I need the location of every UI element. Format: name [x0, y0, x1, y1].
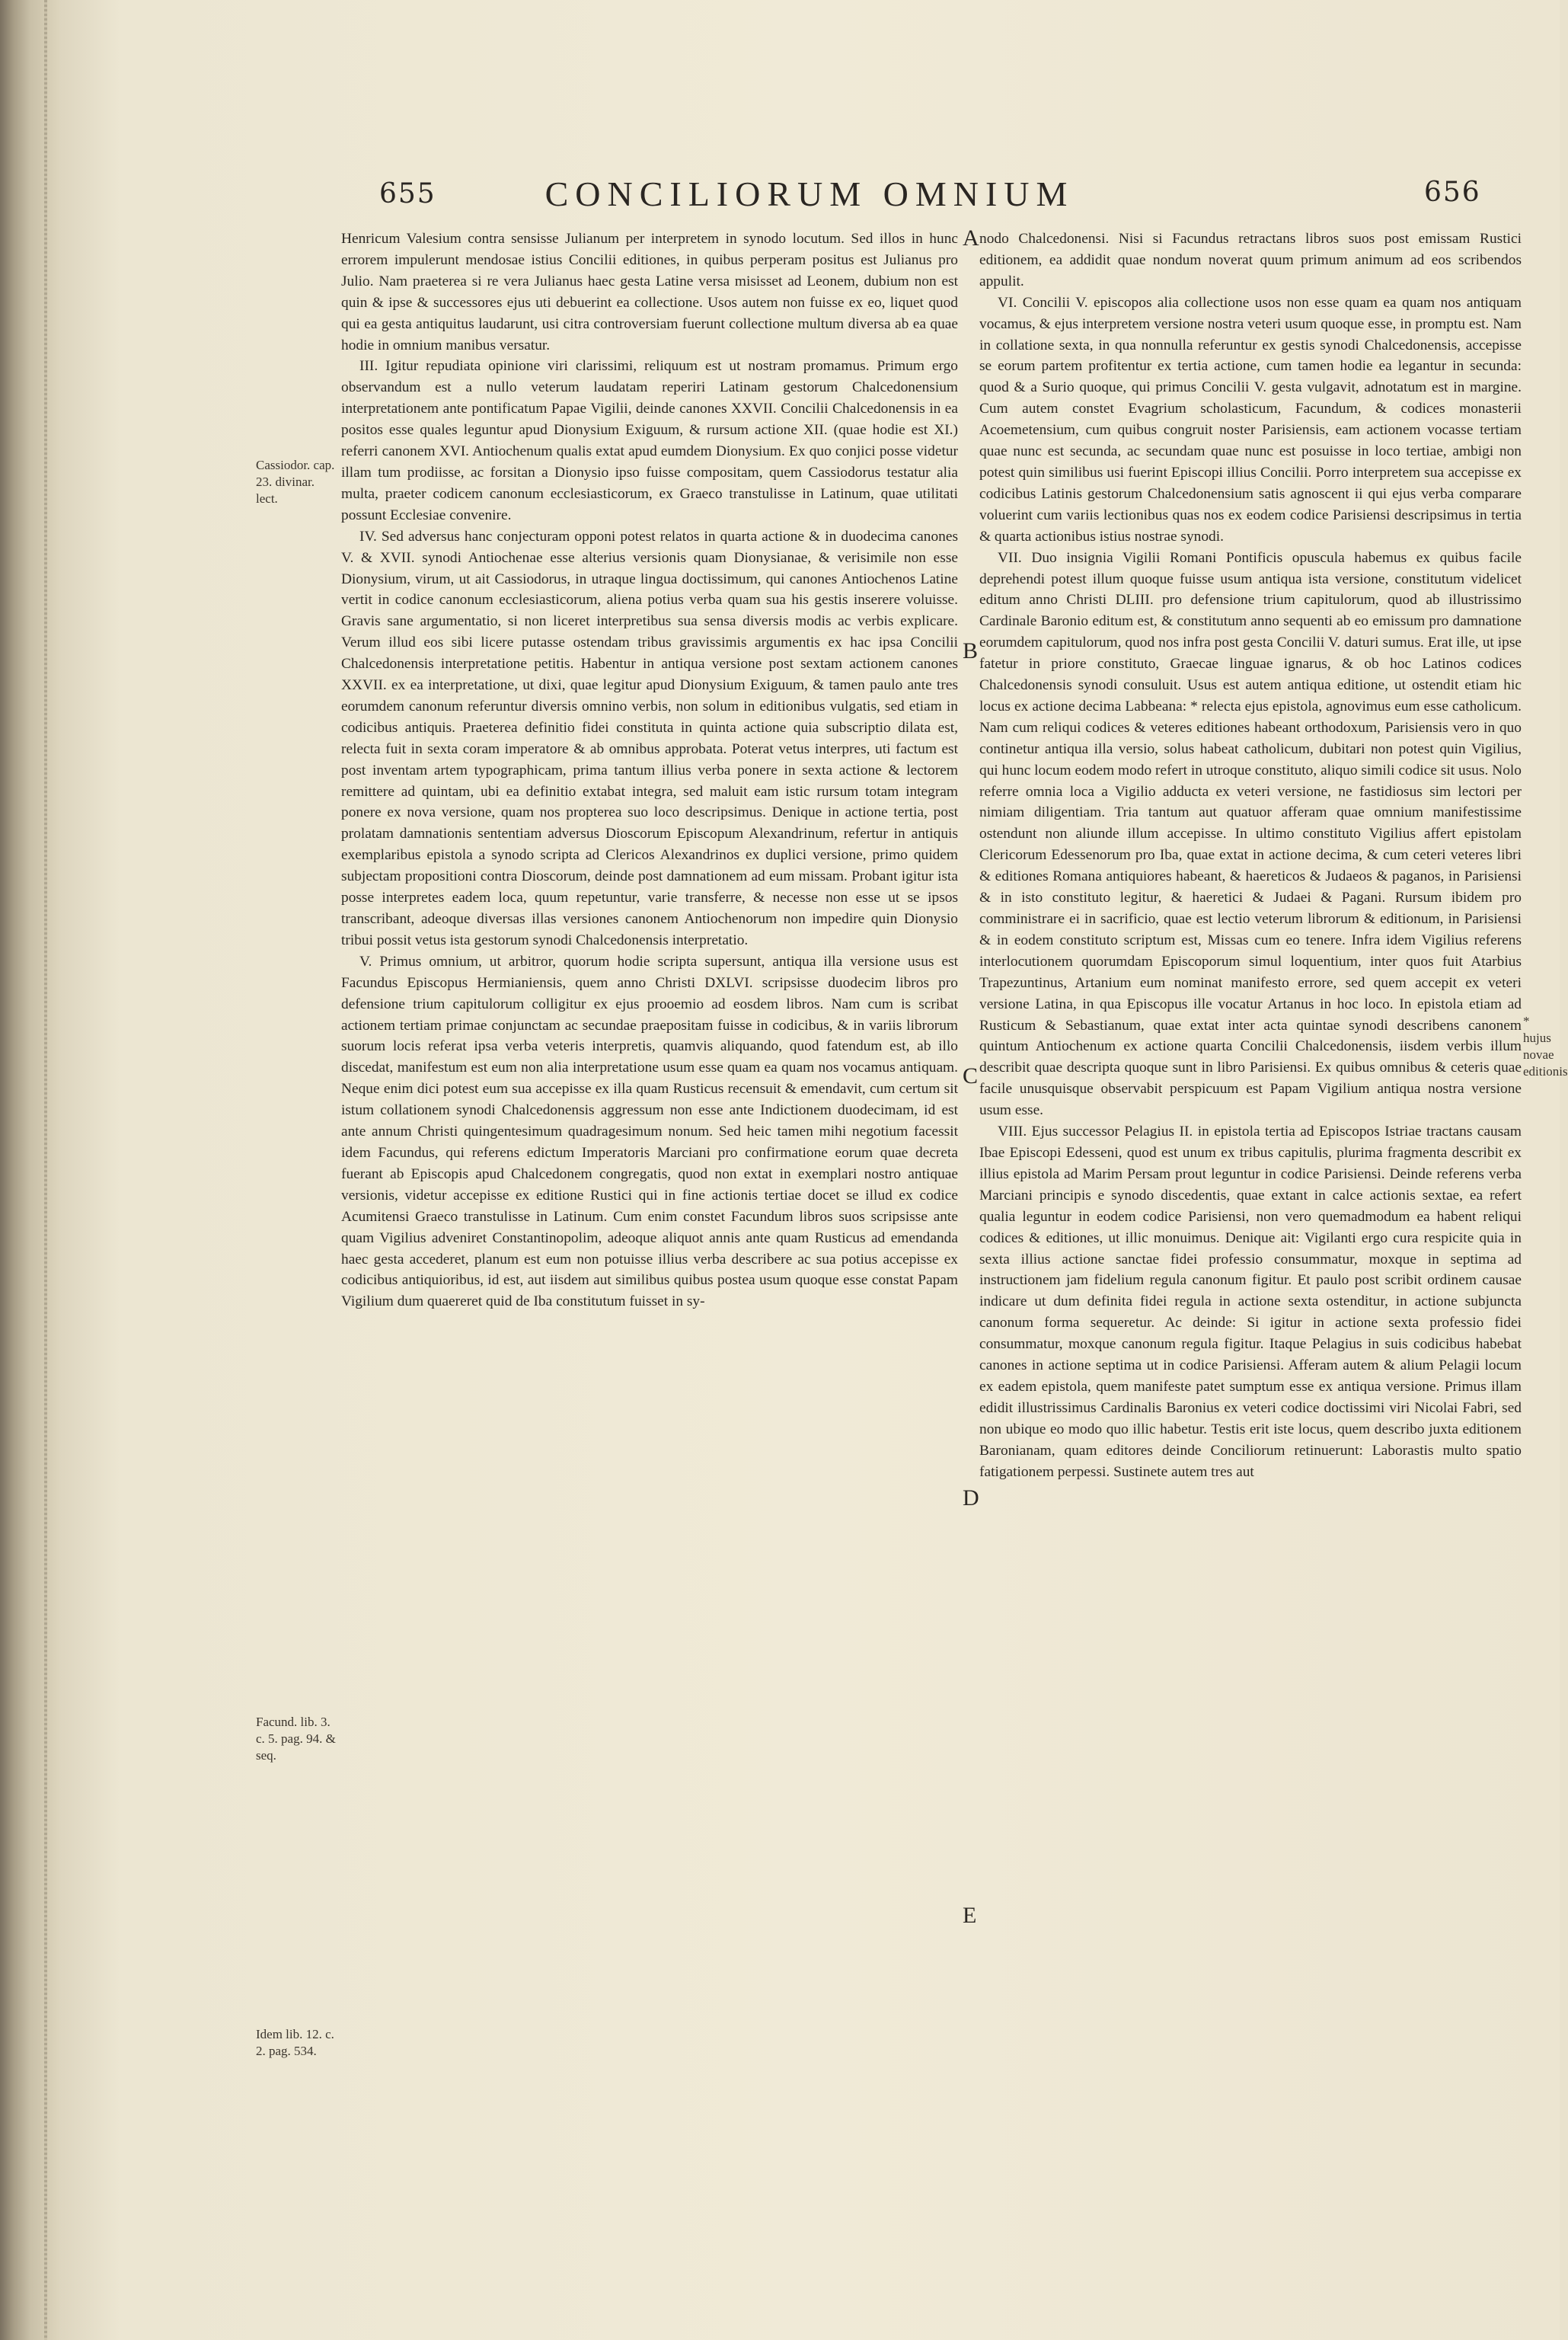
paragraph: V. Primus omnium, ut arbitror, quorum hodie scripta supersunt, antiqua illa versione usus est Facundus Episcopus Hermianiensis, quem anno Christi DXLVI. scripsisse duodecim libros pro defensione trium capitulorum colligitur ex ejus prooemio ad eosdem libros. Nam cum is scribat actionem tertiam primae conjunctam ac secundae praepositam fuisse in codicibus, & in variis librorum suorum locis referat ipsa verba veteris interpretis, quamvis aliquando, quod fatendum est, ab illo discedat, manifestum est eum non alia interpretatione usum esse quam ea quam nos vocamus antiquam. Neque enim dici potest eum sua accepisse ex illa quam Rusticus recensuit & emendavit, cum certum sit istum collationem synodi Chalcedonensis aggressum non esse ante Indictionem duodecimam, id est ante annum Christi quingentesimum quadragesimum nonum. Sed heic tamen mihi negotium facessit idem Facundus, qui referens edictum Imperatoris Marciani pro confirmatione eorum quae decreta fuerant ab Episcopis apud Chalcedonem congregatis, quod non extat in exemplari nostro antiquae versionis, videtur accepisse ex editione Rustici qui in fine actionis tertiae docet se illud ex codice Acumitensi Graeco transtulisse in Latinum. Cum enim constet Facundum libros suos scripsisse ante quam Vigilius adveniret Constantinopolim, adeoque aliquot annis ante quam Rusticus ad emendanda haec gesta accederet, planum est eum non potuisse illius verba describere ac sua potius accepisse ex codicibus antiquioribus, id est, aut iisdem aut similibus quibus postea usum quoque esse constat Papam Vigilium dum quaereret quid de Iba constitutum fuisset in sy- — [341, 953, 958, 1310]
running-title: CONCILIORUM OMNIUM — [544, 174, 1075, 213]
section-marker-e: E — [963, 1903, 977, 1928]
paragraph: IV. Sed adversus hanc conjecturam opponi potest relatos in quarta actione & in duodecima canones V. & XVII. synodi Antiochenae esse alterius versionis quam Dionysianae, & verisimile non esse Dionysium, virum, ut ait Cassiodorus, in utraque lingua doctissimum, qui canones Antiochenos Latine vertit in codice canonum ecclesiasticorum, aliena potius verba quam sua his gestis inserere voluisse. Gravis sane argumentatio, si non liceret interpretibus sua sensa diversis modis ac verbis explicare. Verum illud eos sibi licere putasse ostendam tribus gravissimis argumentis ex hac ipsa Concilii Chalcedonensis interpretatione petitis. Habentur in antiqua versione post sextam actionem canones XXVII. ex ea interpretatione, ut dixi, quae legitur apud Dionysium Exiguum, & tamen paulo ante tres eorumdem canonum referuntur diversis omnino verbis, non solum in editionibus vulgatis, sed etiam in codicibus antiquis. Praeterea definitio fidei constituta in quinta actione quia subscriptio dilata est, relecta fuit in sexta coram imperatore & ab omnibus approbata. Poterat vetus interpres, uti factum est post inventam artem typographicam, prima tantum illius verba ponere in sexta actione & lectorem remittere ad quintam, ubi ea definitio extabat integra, sed maluit eam istic rursum totam integram ponere ex nova versione, quam nos propterea suo loco descripsimus. Denique in actione tertia, post prolatam damnationis sententiam adversus Dioscorum Episcopum Alexandrinum, refertur in antiquis exemplaribus epistola a synodo scripta ad Clericos Alexandrinos ex duplici versione, primo quidem subjectam propositioni contra Dioscorum, deinde post damnationem ad eum missam. Probant igitur ista posse interpretes eadem loca, quum repetuntur, varie transferre, & necesse non esse ut se ipsos transcribant, adeoque diversas illas versiones canonem Antiochenorum non impedire quin Dionysio tribui possit vetus ista gestorum synodi Chalcedonensis interpretatio. — [341, 528, 958, 948]
section-marker-c: C — [963, 1063, 979, 1088]
book-page — [59, 0, 1568, 2340]
paragraph: Henricum Valesium contra sensisse Julianum per interpretem in synodo locutum. Sed illos in hunc errorem impulerunt mendosae istius Concilii editiones, in quibus perperam positus est Julianus pro Julio. Nam praeterea si re vera Julianus haec gesta Latine versa misisset ad Leonem, dubium non est quin & ipse & successores ejus uti debuerint ea collectione. Usos autem non fuisse ex eo, liquet quod qui ea gesta antiquitus laudarunt, usi citra controversiam fuerunt collectione multum diversa ab ea quae hodie in omnium manibus versatur. — [341, 231, 958, 353]
paragraph: VII. Duo insignia Vigilii Romani Pontificis opuscula habemus ex quibus facile deprehendi potest illum quoque fuisse usum antiqua ista versione, constitutum videlicet editum anno Christi DLIII. pro defensione trium capitulorum, quod ab illustrissimo Cardinale Baronio editum est, & constitutum anno sequenti ab eo emissum pro damnatione eorumdem capitulorum, quod nos infra post gesta Concilii V. daturi sumus. Erat ille, ut ipse fatetur in priore constituto, Graecae linguae ignarus, & ob hoc Latinos codices Chalcedonensis synodi consuluit. Usus est autem antiqua editione, ut ostendit etiam hic locus ex actione decima Labbeana: * relecta ejus epistola, agnovimus eum esse catholicum. Nam cum reliqui codices & veteres editiones habeant orthodoxum, Parisiensis vero in quo continetur antiqua illa versio, solus habeat catholicum, dubitari non potest quin Vigilius, qui hunc locum eodem modo refert in utroque constituto, aliquo simili codice sit usus. Nolo referre omnia loca a Vigilio adducta ex veteri versione, ne fastidiosus sim lectori per nimiam diligentiam. Tria tantum aut quatuor afferam quae omnium manifestissime ostendunt non aliunde illum accepisse. In ultimo constituto Vigilius affert epistolam Clericorum Edessenorum pro Iba, quae extat in actione decima, & cum ceteri veteres libri & editiones Romana antiquiores habeant, & haereticos & Judaeos & paganos, in Parisiensi & in isto constituto legitur, & haeretici & Judaei & Pagani. Rursum ibidem pro comministrare ei in sacrificio, quae est lectio veterum librorum & editionum, in Parisiensi & in eodem constituto scriptum est, Missas cum eo tenere. Infra idem Vigilius referens interlocutionem quorumdam Episcoporum simul loquentium, inter quos fuit Atarbius Trapezuntinus, Artanium eum nominat manifesto errore, sed quem accepit ex veteri versione Latina, in qua Episcopus ille vocatur Artanus in hoc loco. In epistola etiam ad Rusticum & Sebastianum, quae extat inter acta quintae synodi describens canonem quintum Antiochenum ex actione quarta Concilii Chalcedonensis, iisdem verbis illum describit quae descripta quoque sunt in libro Parisiensi. Ex quibus omnibus & ceteris quae facile unusquisque observabit perspicuum est Papam Vigilium antiqua nostra versione usum esse. — [979, 549, 1522, 1119]
page-edges — [44, 0, 47, 2340]
section-marker-b: B — [963, 638, 979, 663]
margin-note-new-edition: * hujus novae editionis — [1523, 1014, 1568, 1079]
section-marker-d: D — [963, 1485, 979, 1510]
section-marker-a: A — [963, 225, 979, 251]
paragraph: VIII. Ejus successor Pelagius II. in epistola tertia ad Episcopos Istriae tractans causam Ibae Episcopi Edesseni, quod est unum ex tribus capitulis, plurima fragmenta describit ex illius epistola ad Marim Persam prout leguntur in codice Parisiensi. Deinde referens verba Marciani principis e synodo discedentis, quae extant in calce actionis sextae, ea refert qualia leguntur in eodem codice Parisiensi, non vero quemadmodum ea habent reliqui codices & editiones, ut illic monuimus. Denique ait: Vigilanti ergo cura respicite quia in sexta illius actione sanctae fidei professio consummatur, moxque in septima ad instructionem jam fidelium regula canonum figitur. Et paulo post scribit ordinem causae indicare ut dum definita fidei regula in actione sexta ostenditur, in actione subjuncta canonum forma sequeretur. Ac deinde: Si igitur in actione sexta professio fidei consummatur, moxque canonum regula figitur. Itaque Pelagius in suis codicibus habebat canones in actione septima ut in codice Parisiensi. Afferam autem & alium Pelagii locum ex eadem epistola, quem manifeste patet sumptum esse ex antiqua versione. Primus illam edidit illustrissimus Cardinalis Baronius ex veteri codice doctissimi viri Nicolai Fabri, sed non ubique eo modo quo illic habetur. Testis erit iste locus, quem describo juxta editionem Baronianam, quam editores deinde Conciliorum retinuerunt: Laborastis multo spatio fatigationem perpessi. Sustinete autem tres aut — [979, 1124, 1522, 1480]
page-number-left: 655 — [379, 178, 436, 209]
right-text-column — [979, 229, 1522, 2316]
page-number-right: 656 — [1424, 177, 1481, 208]
margin-note-cassiodorus: Cassiodor. cap. 23. divinar. lect. — [256, 458, 335, 506]
margin-note-facundus: Facund. lib. 3. c. 5. pag. 94. & seq. — [256, 1715, 336, 1763]
margin-note-idem: Idem lib. 12. c. 2. pag. 534. — [256, 2027, 334, 2058]
paragraph: VI. Concilii V. episcopos alia collectione usos non esse quam ea quam nos antiquam vocamus, & ejus interpretem versione nostra veteri usum quoque esse, in promptu est. Nam in collatione sexta, in qua nonnulla referuntur ex gestis synodi Chalcedonensis, accepisse se eorum partem profitentur ex tertia actione, cum tamen hodie ea legantur in secunda: quod & a Surio quoque, qui primus Concilii V. gesta vulgavit, adnotatum est in margine. Cum autem constet Evagrium scholasticum, Facundum, & codices monasterii Acoemetensium, cum quibus congruit noster Parisiensis, eam actionem vocasse tertiam quae nunc est secunda, ac secundam quae nunc est posuisse in loco tertiae, ambigi non potest quin similibus usi fuerint Episcopi illius Concilii. Porro interpretem sua accepisse ex codicibus Latinis gestorum Chalcedonensium satis agnoscent ii qui ejus verba comparare voluerint cum variis lectionibus quas nos ex eodem codice Parisiensi descripsimus in tertia & quarta actionibus istius nostrae synodi. — [979, 294, 1522, 545]
book-binding — [0, 0, 59, 2340]
page-header — [59, 174, 1560, 219]
left-text-column — [341, 229, 958, 2316]
paragraph: III. Igitur repudiata opinione viri clarissimi, reliquum est ut nostram promamus. Primum ergo observandum est a nullo veterum laudatam reperiri Latinam gestorum Chalcedonensium interpretationem ante pontificatum Papae Vigilii, deinde canones XXVII. Concilii Chalcedonensis in ea positos esse quales leguntur apud Dionysium Exiguum, & rursum actione XII. (quae hodie est XI.) referri canonem XVI. Antiochenum qualis extat apud eumdem Dionysium. Ex quo conjici posse videtur illam tum prodiisse, ac forsitan a Dionysio ipso fuisse compositam, quem Cassiodorus testatur alia multa, praeter codicem canonum ecclesiasticorum, ex Graeco transtulisse in Latinum, quae utilitati possunt Ecclesiae convenire. — [341, 358, 958, 523]
paragraph: nodo Chalcedonensi. Nisi si Facundus retractans libros suos post emissam Rustici editionem, ea addidit quae nondum noverat quum primum animum ad eos scribendos appulit. — [979, 231, 1522, 289]
